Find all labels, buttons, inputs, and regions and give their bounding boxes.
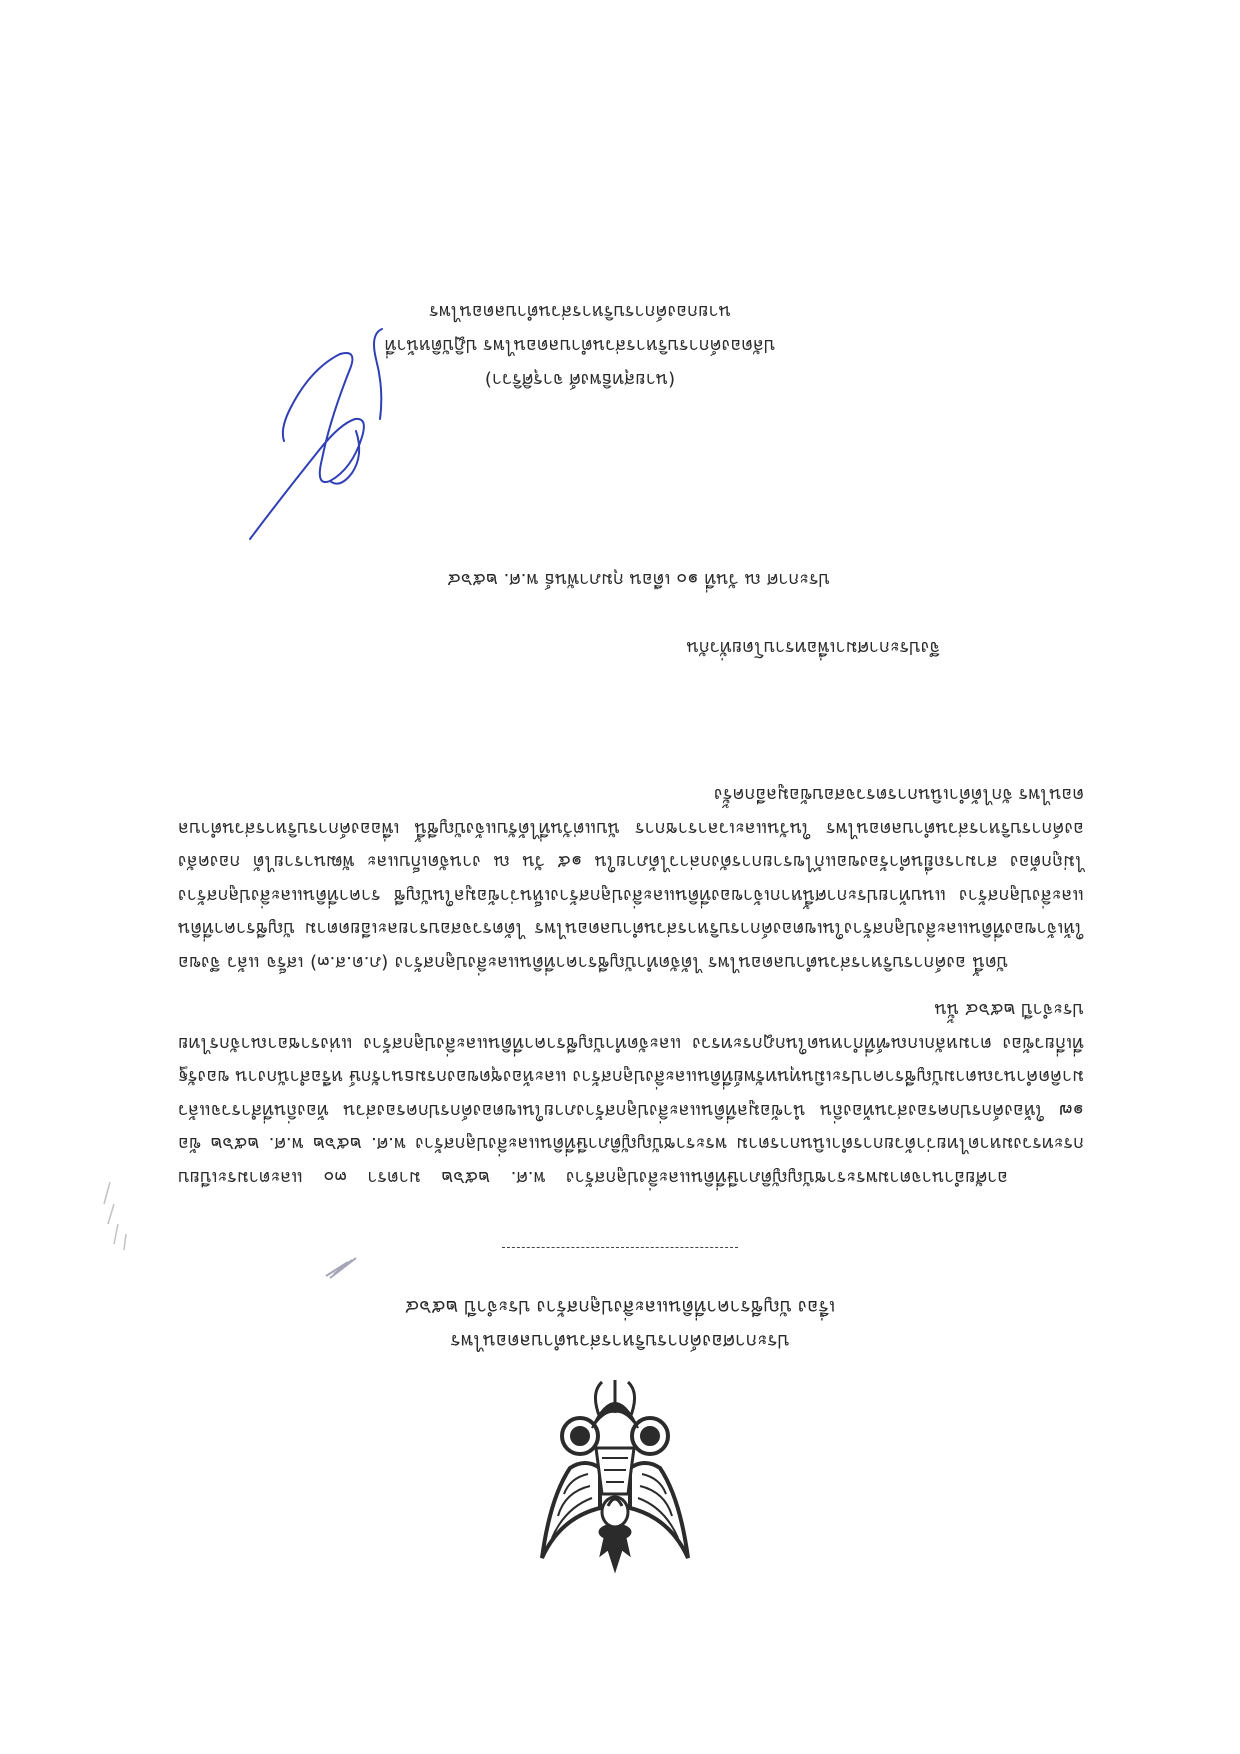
body-line: ท้องถิ่นที่สำรวจแล้ว มาคิดคำนวณตามบัญชีราคาประเมินทุนทรัพย์ที่ดินและสิ่งปลูกสร้าง และห้องชุดของกรมธนารักษ์ หรือสำนักงาน xyxy=(178,1066,1084,1121)
given-date: ประกาศ ณ วันที่ ๑๐ เดือน กุมภาพันธ์ พ.ศ. ๒๕๖๔ xyxy=(447,569,830,590)
body-line: ของรัฐที่เกี่ยวข้อง ตามหลักเกณฑ์ที่กำหนดในกฎกระทรวง และจัดทำบัญชีราคาที่ดินและสิ่งปลูกสร้าง xyxy=(178,1033,1084,1088)
body-line: กระทรวงมหาดไทยว่าด้วยการดำเนินการตาม พระราชบัญญัติภาษีที่ดินและสิ่งปลูกสร้าง พ.ศ. ๒๕๖๒ พ.ศ. xyxy=(268,1133,1084,1155)
body-line: ราคาที่ดินและสิ่งปลูกสร้างไม่ถูกต้อง สามารถยื่นคำร้องขอแก้ไขรายการดังกล่าวได้ภายใน ๑๕ วัน ณ งานจัดเก็บและ xyxy=(178,851,1084,906)
body-line: ๒๕๖๒ ข้อ ๑๗ ให้องค์กรปกครองส่วนท้องถิ่น นำข้อมูลที่ดินและสิ่งปลูกสร้างภายในเขตองค์กรปกครองส่วน xyxy=(178,1100,1084,1155)
announcement-body xyxy=(178,764,1084,1194)
body-line: แล้ว จึงขอให้เจ้าของที่ดินและสิ่งปลูกสร้างในเขตองค์การบริหารส่วนตำบลดอนไพร ได้ตรวจสอบรายละเอียดตาม xyxy=(178,918,1084,973)
scan-smudge xyxy=(320,1254,360,1284)
body-line: แห่งราชอาณาจักรไทย ประจำปี ๒๕๖๔ นั้น xyxy=(178,999,1084,1054)
body-line: เพื่อองค์การบริหารส่วนตำบลดอนไพร จักได้ดำเนินการตรวจสอบข้อมูลอีกครั้ง xyxy=(178,784,1084,839)
scan-smudge xyxy=(94,1174,134,1254)
body-line: บัดนี้ องค์การบริหารส่วนตำบลดอนไพร ได้จัดทำบัญชีราคาที่ดินและสิ่งปลูกสร้าง (ภ.ด.ส.๓) เสร็จ xyxy=(266,952,1008,973)
title-block xyxy=(200,1290,1040,1358)
paragraph-notice xyxy=(178,778,1084,979)
signer-position: ปลัดองค์การบริหารส่วนตำบลดอนไพร ปฏิบัติหน้าที่ xyxy=(384,335,776,356)
signer-name: (นายสุทธิพงศ์ จารุศิริวา) xyxy=(484,369,676,390)
body-line: พัฒนารายได้ กองคลัง องค์การบริหารส่วนตำบลดอนไพร ในวันและเวลาราชการ นับแต่วันที่ได้รับแจ้งบัญชีนี้ xyxy=(178,818,1084,873)
signer-title: นายกองค์การบริหารส่วนตำบลดอนไพร xyxy=(429,301,731,322)
paragraph-legal-basis xyxy=(178,993,1084,1194)
signer-block xyxy=(300,294,860,396)
body-line: อาศัยอำนาจตามพระราชบัญญัติภาษีที่ดินและสิ่งปลูกสร้าง พ.ศ. ๒๕๖๒ มาตรา ๓๐ และตามระเบียบ xyxy=(178,1167,1008,1188)
body-line: บัญชีราคาที่ดินและสิ่งปลูกสร้าง แนบท้ายประกาศนี้หากเจ้าของที่ดินและสิ่งปลูกสร้างเห็นว่าข้อมูลในบัญชี xyxy=(178,885,1084,940)
announcement-title: ประกาศองค์การบริหารส่วนตำบลดอนไพร xyxy=(450,1330,790,1352)
announce-line: จึงประกาศมาเพื่อทราบโดยทั่วกัน xyxy=(686,637,940,658)
announcement-subject: เรื่อง บัญชีราคาที่ดินและสิ่งปลูกสร้าง ประจำปี ๒๕๖๔ xyxy=(404,1296,836,1318)
garuda-emblem-icon xyxy=(530,1378,700,1578)
dashed-divider xyxy=(502,1247,738,1248)
closing-statement xyxy=(300,631,940,664)
